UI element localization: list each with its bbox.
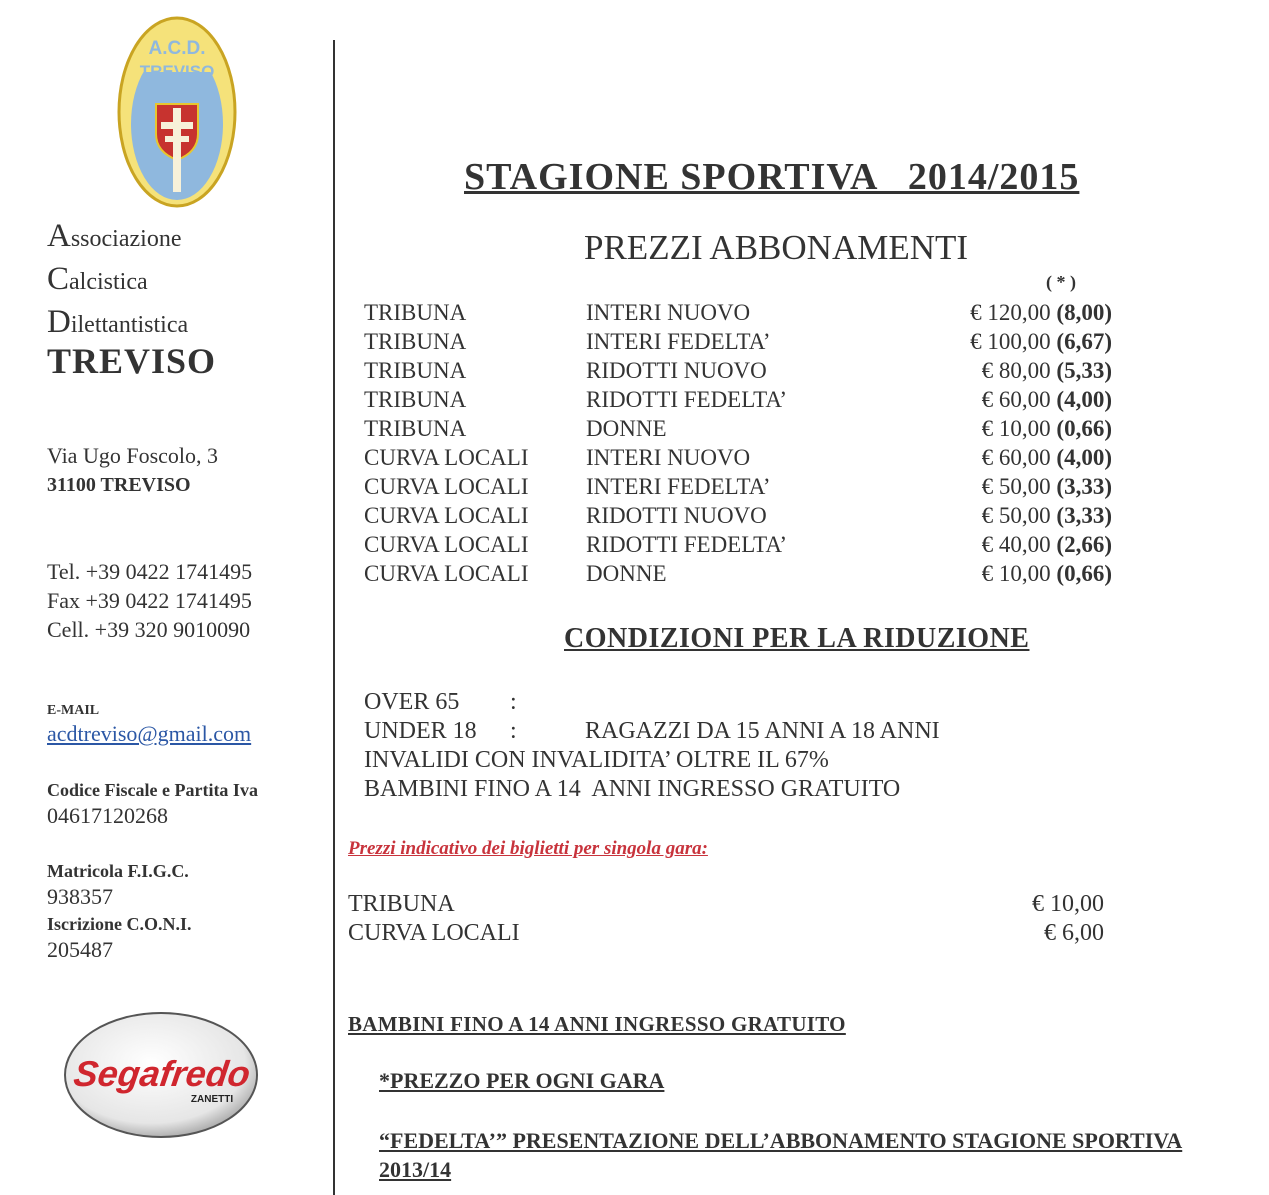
single-game-row: TRIBUNA € 10,00 bbox=[348, 891, 1104, 917]
table-row bbox=[364, 561, 1124, 590]
sidebar bbox=[0, 0, 332, 1195]
type-cell: DONNE bbox=[586, 561, 667, 586]
condition-line: OVER 65 : bbox=[364, 689, 517, 715]
sector-cell: CURVA LOCALI bbox=[364, 503, 529, 528]
free-entry-note: BAMBINI FINO A 14 ANNI INGRESSO GRATUITO bbox=[348, 1012, 846, 1036]
table-row bbox=[364, 358, 1124, 387]
price-cell: € 120,00 (8,00) bbox=[970, 300, 1112, 325]
price-cell: € 60,00 (4,00) bbox=[981, 387, 1112, 412]
org-name-line-1: Associazione bbox=[47, 218, 182, 254]
fiscal-label: Codice Fiscale e Partita Iva bbox=[47, 780, 258, 800]
phone-tel: Tel. +39 0422 1741495 bbox=[47, 559, 253, 584]
type-cell: INTERI NUOVO bbox=[586, 445, 751, 470]
table-row bbox=[364, 474, 1124, 503]
type-cell: INTERI FEDELTA’ bbox=[586, 329, 771, 354]
price-cell: € 40,00 (2,66) bbox=[981, 532, 1112, 557]
price-cell: € 10,00 (0,66) bbox=[981, 561, 1112, 586]
per-game-note: *PREZZO PER OGNI GARA bbox=[379, 1068, 665, 1093]
figc-label: Matricola F.I.G.C. bbox=[47, 861, 189, 881]
crest-text-top: A.C.D. bbox=[148, 38, 206, 59]
sector-cell: TRIBUNA bbox=[364, 416, 467, 441]
price-cell: € 60,00 (4,00) bbox=[981, 445, 1112, 470]
type-cell: INTERI FEDELTA’ bbox=[586, 474, 771, 499]
type-cell: RIDOTTI FEDELTA’ bbox=[586, 532, 788, 557]
coni-label: Iscrizione C.O.N.I. bbox=[47, 914, 192, 934]
sponsor-logo bbox=[62, 1010, 260, 1140]
sector-cell: CURVA LOCALI bbox=[364, 445, 529, 470]
single-game-row: CURVA LOCALI € 6,00 bbox=[348, 920, 1104, 946]
table-row bbox=[364, 532, 1124, 561]
org-name-line-2: Calcistica bbox=[47, 261, 148, 297]
type-cell: RIDOTTI NUOVO bbox=[586, 503, 767, 528]
table-row bbox=[364, 300, 1124, 329]
sector-cell: TRIBUNA bbox=[364, 329, 467, 354]
sector-cell: TRIBUNA bbox=[364, 387, 467, 412]
page-title: STAGIONE SPORTIVA 2014/2015 bbox=[464, 156, 1080, 198]
org-name-line-3: Dilettantistica bbox=[47, 304, 189, 340]
table-row bbox=[364, 416, 1124, 445]
sector-cell: CURVA LOCALI bbox=[364, 532, 529, 557]
price-cell: € 100,00 (6,67) bbox=[970, 329, 1112, 354]
table-row bbox=[364, 329, 1124, 358]
org-name: TREVISO bbox=[47, 341, 217, 381]
price-cell: € 80,00 (5,33) bbox=[981, 358, 1112, 383]
sponsor-sub: ZANETTI bbox=[190, 1094, 234, 1105]
price-cell: € 10,00 (0,66) bbox=[981, 416, 1112, 441]
type-cell: INTERI NUOVO bbox=[586, 300, 751, 325]
price-cell: € 50,00 (3,33) bbox=[981, 474, 1112, 499]
phone-cell: Cell. +39 320 9010090 bbox=[47, 617, 251, 642]
address-street: Via Ugo Foscolo, 3 bbox=[47, 443, 219, 468]
phone-fax: Fax +39 0422 1741495 bbox=[47, 588, 252, 613]
type-cell: DONNE bbox=[586, 416, 667, 441]
per-game-header: ( * ) bbox=[1046, 272, 1076, 292]
sector-cell: TRIBUNA bbox=[364, 300, 467, 325]
vertical-divider bbox=[333, 40, 335, 1195]
subscription-price-table bbox=[364, 300, 1124, 590]
figc-value: 938357 bbox=[47, 884, 113, 909]
crest-text-bottom: TREVISO bbox=[139, 62, 215, 81]
address-city: 31100 TREVISO bbox=[47, 474, 191, 496]
email-link[interactable]: acdtreviso@gmail.com bbox=[47, 721, 252, 746]
sector-cell: CURVA LOCALI bbox=[364, 561, 529, 586]
fedelta-note: “FEDELTA’” PRESENTAZIONE DELL’ABBONAMENTO STAGIONE SPORTIVA 2013/14 bbox=[379, 1128, 1183, 1182]
main-content bbox=[336, 0, 1269, 1195]
sector-cell: TRIBUNA bbox=[364, 358, 467, 383]
conditions-title: CONDIZIONI PER LA RIDUZIONE bbox=[564, 623, 1030, 654]
condition-line: UNDER 18 : RAGAZZI DA 15 ANNI A 18 ANNI bbox=[364, 718, 940, 744]
fiscal-value: 04617120268 bbox=[47, 803, 168, 828]
sector-cell: CURVA LOCALI bbox=[364, 474, 529, 499]
type-cell: RIDOTTI NUOVO bbox=[586, 358, 767, 383]
condition-line: INVALIDI CON INVALIDITA’ OLTRE IL 67% bbox=[364, 747, 829, 773]
email-label: E-MAIL bbox=[47, 703, 100, 718]
sponsor-name: Segafredo bbox=[71, 1053, 253, 1094]
page-subtitle: PREZZI ABBONAMENTI bbox=[584, 228, 969, 267]
single-game-title: Prezzi indicativo dei biglietti per singola gara: bbox=[348, 838, 708, 859]
condition-line: BAMBINI FINO A 14 ANNI INGRESSO GRATUITO bbox=[364, 776, 901, 802]
coni-value: 205487 bbox=[47, 937, 113, 962]
price-cell: € 50,00 (3,33) bbox=[981, 503, 1112, 528]
club-crest-logo bbox=[114, 12, 240, 212]
type-cell: RIDOTTI FEDELTA’ bbox=[586, 387, 788, 412]
table-row bbox=[364, 445, 1124, 474]
table-row bbox=[364, 503, 1124, 532]
table-row bbox=[364, 387, 1124, 416]
